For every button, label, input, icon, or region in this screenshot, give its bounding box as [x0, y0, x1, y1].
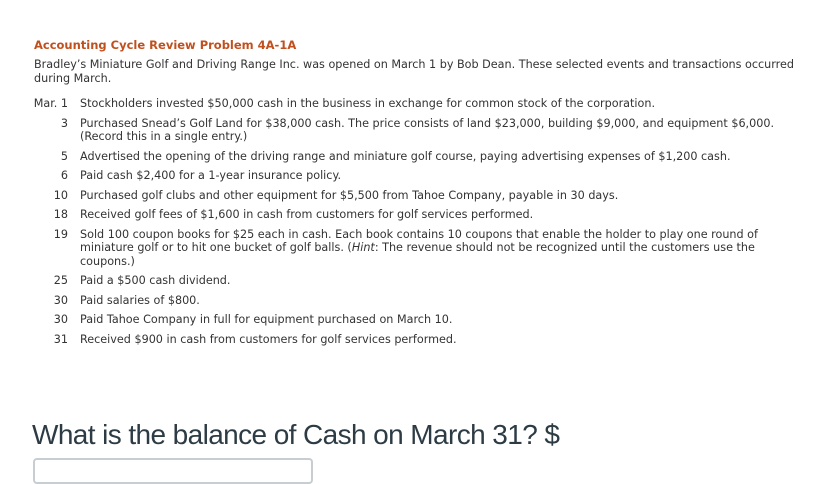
transaction-date: 19 [53, 227, 68, 241]
transaction-item [34, 294, 794, 308]
transaction-item [34, 333, 794, 347]
transaction-date: 5 [60, 149, 68, 163]
transaction-date: 30 [53, 313, 68, 326]
transaction-text: Purchased golf clubs and other equipment for $5,500 from Tahoe Company, payable in 30 days. [80, 188, 619, 202]
transaction-text: Paid cash $2,400 for a 1-year insurance policy. [80, 169, 342, 182]
transaction-item [34, 97, 794, 111]
transaction-date: 10 [53, 188, 68, 202]
transaction-text [80, 228, 794, 269]
transaction-date: 6 [60, 169, 68, 182]
transaction-date: 3 [60, 116, 68, 130]
transaction-date: 18 [53, 208, 68, 221]
transaction-text: Paid Tahoe Company in full for equipment purchased on March 10. [80, 313, 453, 326]
transaction-item [34, 169, 794, 183]
hint-label: Hint [351, 241, 375, 254]
transaction-list [34, 97, 794, 346]
transaction-text: Paid a $500 cash dividend. [80, 274, 231, 287]
transaction-date: 30 [53, 293, 68, 307]
question-prompt: What is the balance of Cash on March 31? $ [32, 419, 560, 450]
problem-intro: Bradley’s Miniature Golf and Driving Range Inc. was opened on March 1 by Bob Dean. These selected events and transactions occurred during March. [34, 58, 795, 85]
transaction-text: Received $900 in cash from customers for golf services performed. [80, 332, 457, 346]
transaction-text-part: : The revenue should not be recognized until the customers use the coupons.) [80, 241, 755, 268]
transaction-text: Advertised the opening of the driving range and miniature golf course, paying advertising expenses of $1,200 cash. [80, 149, 731, 163]
transaction-item [34, 117, 794, 144]
transaction-item [34, 228, 794, 269]
transaction-date: 25 [53, 274, 68, 287]
transaction-date: Mar. 1 [33, 97, 68, 110]
transaction-text: Purchased Snead’s Golf Land for $38,000 cash. The price consists of land $23,000, building $9,000, and equipment $6,000. (Record this in a single entry.) [80, 116, 775, 143]
transaction-item [34, 274, 794, 288]
transaction-item [34, 208, 794, 222]
transaction-text: Received golf fees of $1,600 in cash from customers for golf services performed. [80, 208, 534, 221]
transaction-item [34, 189, 794, 203]
transaction-text-part: Sold 100 coupon books for $25 each in cash. Each book contains 10 coupons that enable the holder to play one round of miniature golf or to hit one bucket of golf balls. ( [80, 227, 758, 254]
problem-panel [34, 38, 794, 352]
problem-title: Accounting Cycle Review Problem 4A-1A [34, 38, 297, 52]
transaction-date: 31 [53, 332, 68, 346]
transaction-text: Paid salaries of $800. [80, 293, 200, 307]
transaction-item [34, 313, 794, 327]
transaction-item [34, 150, 794, 164]
transaction-text: Stockholders invested $50,000 cash in the business in exchange for common stock of the corporation. [80, 97, 656, 110]
